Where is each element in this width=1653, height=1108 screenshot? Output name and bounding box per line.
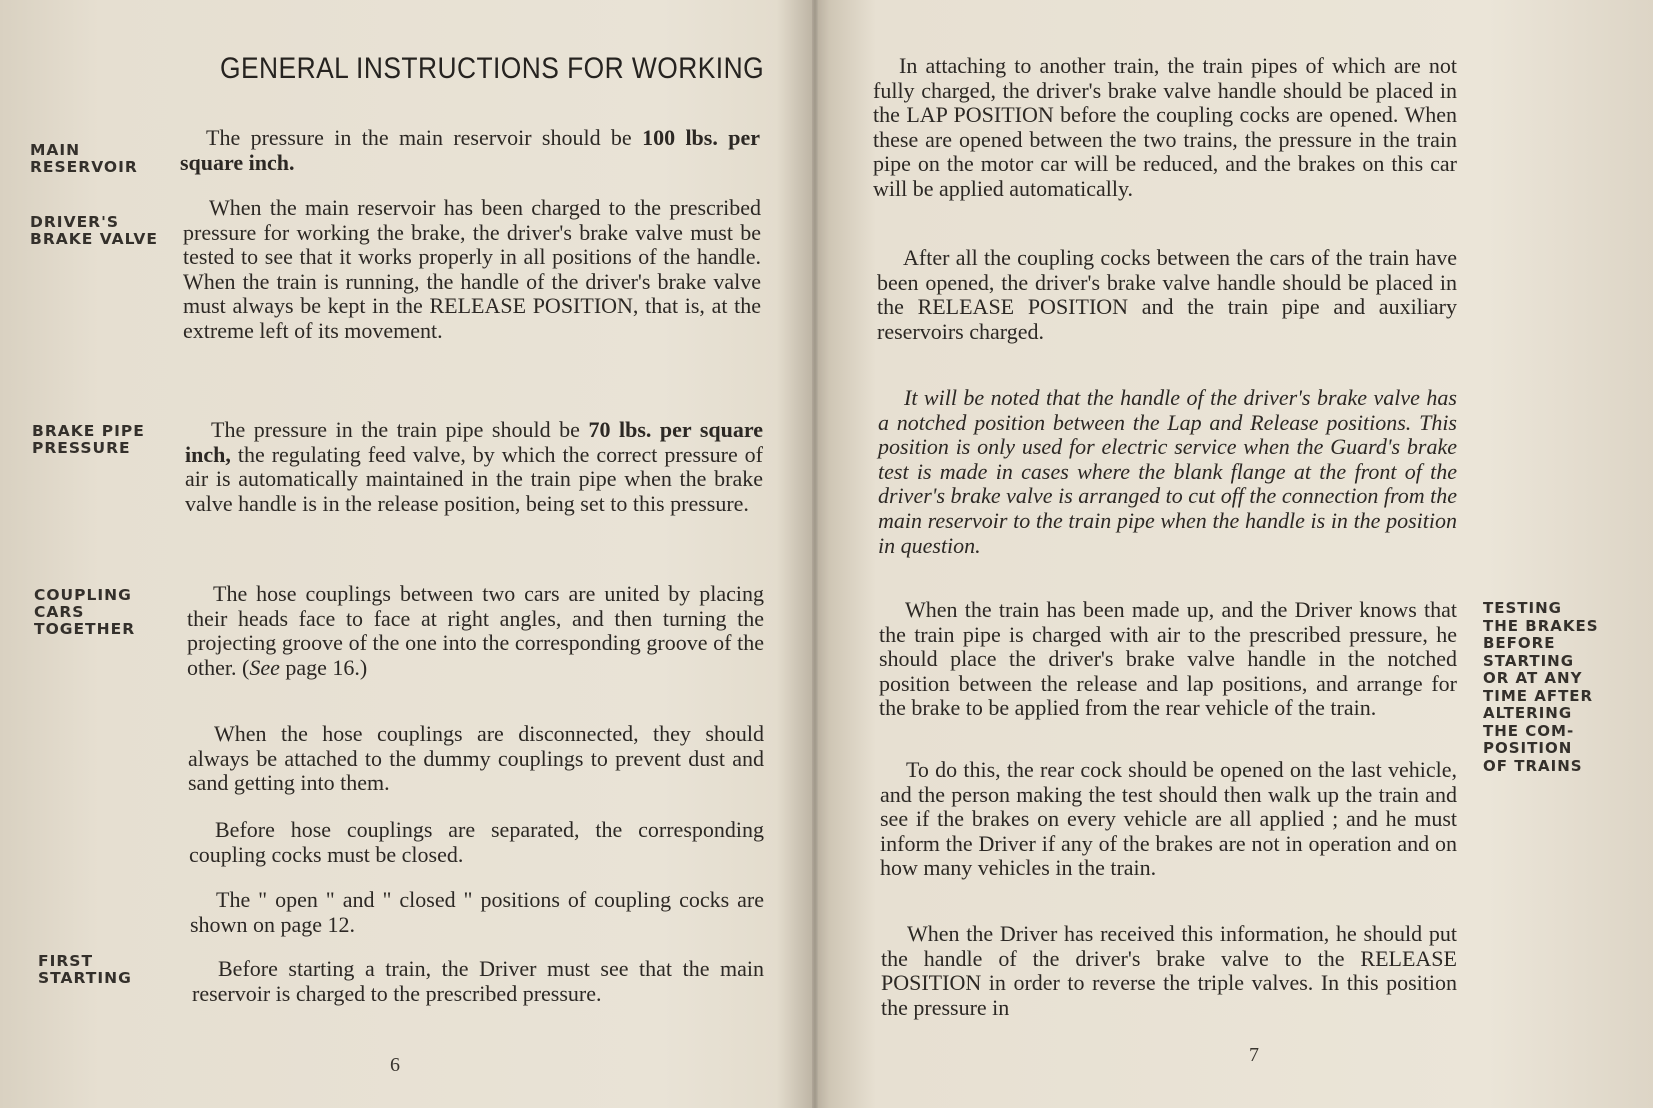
p5-text: When the hose couplings are disconnected, they should always be attached to the dummy couplings to prevent dust and sand getting into them. bbox=[188, 721, 764, 796]
page-heading: GENERAL INSTRUCTIONS FOR WORKING bbox=[220, 52, 765, 85]
para-hose-disconnected bbox=[188, 722, 764, 796]
para-driver-received bbox=[881, 922, 1457, 1020]
p3-text-a: The pressure in the train pipe should be bbox=[211, 417, 580, 442]
p1-bold: 100 lbs. per square inch. bbox=[180, 125, 760, 175]
para-rear-cock bbox=[880, 758, 1457, 881]
r2-text: After all the coupling cocks between the cars of the train have been opened, the driver's brake valve handle should be placed in the RELEASE POSITION and the train pipe and auxiliary reservoirs charged. bbox=[877, 245, 1457, 344]
para-coupling-cars bbox=[187, 582, 764, 680]
para-drivers-brake-valve bbox=[183, 196, 761, 344]
right-page bbox=[815, 0, 1653, 1108]
para-hose-separated bbox=[189, 818, 764, 867]
p4-text-b: page 16.) bbox=[285, 654, 368, 680]
r6-text: When the Driver has received this information, he should put the handle of the driver's brake valve to the RELEASE POSITION in order to reverse the triple valves. In this position the pressure in bbox=[881, 921, 1457, 1020]
para-after-coupling bbox=[877, 246, 1457, 344]
para-train-made-up bbox=[879, 598, 1457, 721]
p3-bold: 70 lbs. per square inch, bbox=[185, 417, 763, 467]
label-main-reservoir: MAIN RESERVOIR bbox=[30, 141, 138, 176]
p4-text-a: The hose couplings between two cars are united by placing their heads face to face at right angles, and then turning the projecting groove of the one into the corresponding groove of the other. ( bbox=[187, 581, 764, 680]
r3-text: It will be noted that the handle of the driver's brake valve has a notched position between the Lap and Release positions. This position is only used for electric service when the Guard's brake test is made in cases where the blank flange at the front of the driver's brake valve is arranged to cut off the connection from the main reservoir to the train pipe when the handle is in the position in question. bbox=[878, 385, 1457, 558]
para-attaching bbox=[873, 54, 1457, 202]
p6-text: Before hose couplings are separated, the corresponding coupling cocks must be closed. bbox=[189, 817, 764, 867]
p8-text: Before starting a train, the Driver must see that the main reservoir is charged to the prescribed pressure. bbox=[192, 956, 764, 1006]
label-brake-pipe-pressure: BRAKE PIPE PRESSURE bbox=[32, 422, 145, 457]
left-page bbox=[0, 0, 815, 1108]
para-brake-pipe-pressure bbox=[185, 418, 763, 516]
p3-text-b: the regulating feed valve, by which the correct pressure of air is automatically maintained in the train pipe when the brake valve handle is in the release position, being set to this pressure. bbox=[185, 441, 764, 516]
r1-text: In attaching to another train, the train pipes of which are not fully charged, the driver's brake valve handle should be placed in the LAP POSITION before the coupling cocks are opened. When these are opened between the two trains, the pressure in the train pipe on the motor car will be reduced, and the brakes on this car will be applied automatically. bbox=[873, 53, 1457, 201]
para-notched-position bbox=[878, 386, 1457, 558]
r5-text: To do this, the rear cock should be opened on the last vehicle, and the person making the test should then walk up the train and see if the brakes on every vehicle are all applied ; and he must inform the Driver if any of the brakes are not in operation and on how many vehicles in the train. bbox=[880, 757, 1457, 881]
para-coupling-positions bbox=[190, 888, 764, 937]
page-number-left: 6 bbox=[390, 1054, 400, 1076]
para-main-reservoir bbox=[180, 126, 760, 175]
label-coupling-cars-together: COUPLING CARS TOGETHER bbox=[34, 586, 136, 638]
label-drivers-brake-valve: DRIVER'S BRAKE VALVE bbox=[30, 213, 159, 248]
p7-text: The " open " and " closed " positions of coupling cocks are shown on page 12. bbox=[190, 887, 764, 937]
para-first-starting bbox=[192, 957, 764, 1006]
r4-text: When the train has been made up, and the Driver knows that the train pipe is charged with air to the prescribed pressure, he should place the driver's brake valve handle in the notched position between the release and lap positions, and arrange for the brake to be applied from the rear vehicle of the train. bbox=[879, 597, 1457, 721]
label-testing-brakes: TESTING THE BRAKES BEFORE STARTING OR AT ANY TIME AFTER ALTERING THE COM- POSITION OF TRAINS bbox=[1483, 599, 1599, 775]
p1-text: The pressure in the main reservoir should be bbox=[206, 125, 632, 150]
p2-text: When the main reservoir has been charged to the prescribed pressure for working the brake, the driver's brake valve must be tested to see that it works properly in all positions of the handle. When the train is running, the handle of the driver's brake valve must always be kept in the RELEASE POSITION, that is, at the extreme left of its movement. bbox=[183, 195, 761, 343]
label-first-starting: FIRST STARTING bbox=[38, 952, 132, 987]
p4-see: See bbox=[249, 654, 280, 680]
page-number-right: 7 bbox=[1249, 1044, 1259, 1066]
